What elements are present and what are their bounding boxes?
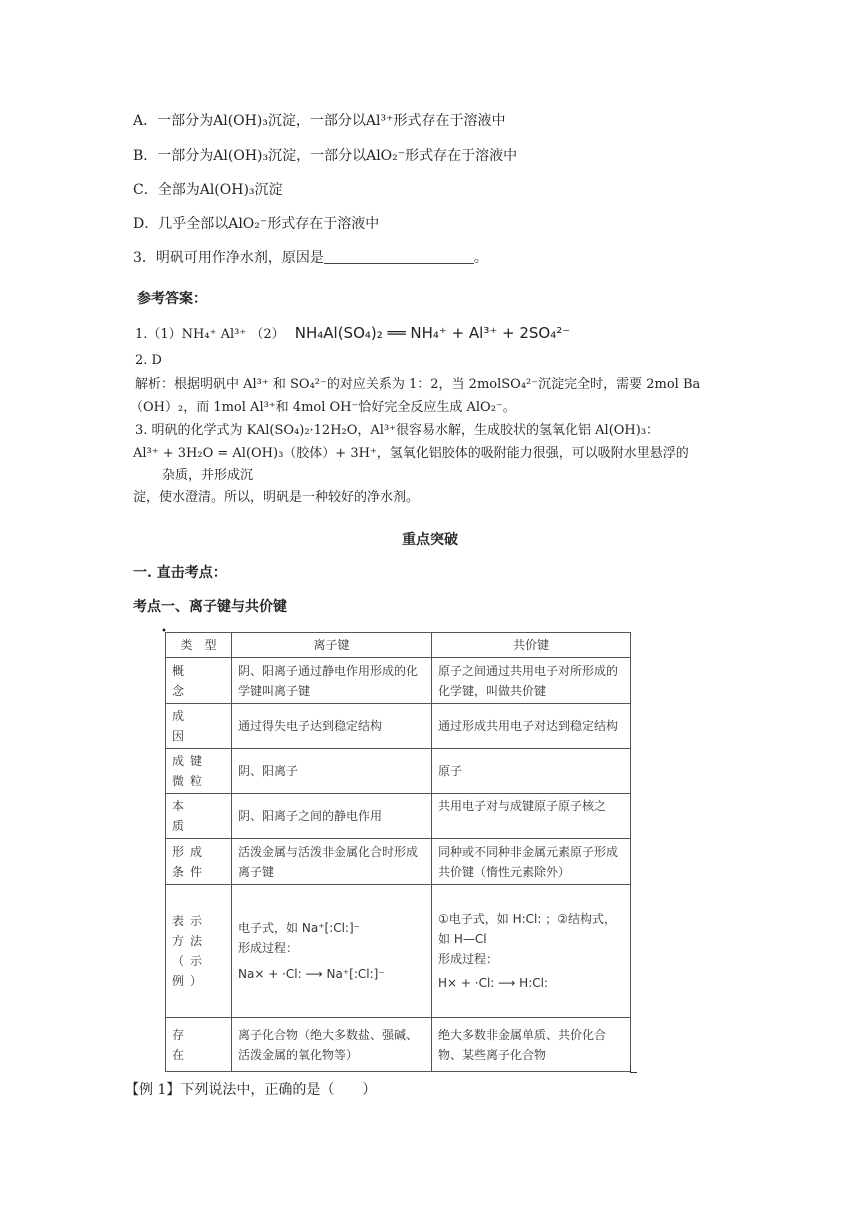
table-row	[166, 794, 631, 839]
answer-blank	[324, 249, 474, 264]
header-ionic: 离子键	[232, 633, 432, 658]
table-corner-mark	[630, 1066, 637, 1073]
answer-2: 2. D	[135, 353, 162, 368]
row-ionic: 活泼金属与活泼非金属化合时形成离子键	[232, 839, 432, 885]
header-covalent: 共价键	[432, 633, 631, 658]
row-type: 成 因	[166, 704, 232, 749]
row-ionic-representation	[232, 885, 432, 1018]
table-row	[166, 749, 631, 794]
section-subtitle-1: 一. 直击考点：	[133, 565, 227, 581]
ionic-line-1: 电子式，如	[238, 921, 299, 935]
row-covalent: 共用电子对与成键原子原子核之	[432, 794, 631, 839]
row-covalent-representation	[432, 885, 631, 1018]
answer-2-explanation-1: 解析：根据明矾中 Al³⁺ 和 SO₄²⁻的对应关系为 1：2，当 2molSO₄²⁻沉淀完全时，需要 2mol Ba	[135, 377, 701, 392]
row-covalent: 同种或不同种非金属元素原子形成共价键（惰性元素除外）	[432, 839, 631, 885]
question-3-end: 。	[473, 250, 488, 266]
row-type: 表示方法（示例）	[166, 885, 232, 1018]
table-row	[166, 658, 631, 704]
option-b: B．一部分为Al(OH)₃沉淀，一部分以AlO₂⁻形式存在于溶液中	[133, 148, 518, 164]
cov-electron-formula-line	[438, 909, 624, 929]
table-header-row	[166, 633, 631, 658]
row-covalent: 原子之间通过共用电子对所形成的化学键，叫做共价键	[432, 658, 631, 704]
nacl-electron-formula: Na⁺[:Cl:]⁻	[301, 921, 361, 935]
answer-3-line-2: Al³⁺ + 3H₂O = Al(OH)₃（胶体）+ 3H⁺，氢氧化铝胶体的吸附能力很强，可以吸附水里悬浮的	[133, 446, 689, 461]
row-ionic: 阴、阳离子之间的静电作用	[232, 794, 432, 839]
answer-3-line-3: 杂质，并形成沉	[162, 468, 254, 483]
table-row	[166, 885, 631, 1018]
answer-1-equation: NH₄Al(SO₄)₂ ══ NH₄⁺ + Al³⁺ + 2SO₄²⁻	[294, 324, 571, 342]
option-d: D．几乎全部以AlO₂⁻形式存在于溶液中	[133, 216, 380, 232]
answer-2-explanation-2: （OH）₂，而 1mol Al³⁺和 4mol OH⁻恰好完全反应生成 AlO₂⁻。	[130, 400, 516, 415]
row-type: 成键微粒	[166, 749, 232, 794]
answer-3-line-4: 淀，使水澄清。所以，明矾是一种较好的净水剂。	[133, 490, 420, 505]
row-ionic: 离子化合物（绝大多数盐、强碱、活泼金属的氧化物等）	[232, 1018, 432, 1072]
row-ionic: 阴、阳离子	[232, 749, 432, 794]
row-ionic: 通过得失电子达到稳定结构	[232, 704, 432, 749]
table-row	[166, 1018, 631, 1072]
cov-line-1-tail: ；②结构式，	[545, 912, 617, 926]
cov-formation-process: H× + ·Cl: ⟶ H:Cl:	[438, 976, 548, 990]
row-type: 本 质	[166, 794, 232, 839]
row-ionic: 阴、阳离子通过静电作用形成的化学键叫离子键	[232, 658, 432, 704]
cov-line-3: 形成过程：	[438, 952, 499, 966]
question-3	[133, 249, 488, 267]
ionic-line-2: 形成过程：	[238, 941, 299, 955]
cov-line-2: 如 H—Cl	[438, 932, 487, 946]
ionic-electron-formula-line	[238, 918, 425, 938]
row-covalent: 绝大多数非金属单质、共价化合物、某些离子化合物	[432, 1018, 631, 1072]
option-a: A．一部分为Al(OH)₃沉淀，一部分以Al³⁺形式存在于溶液中	[133, 113, 506, 129]
table-row	[166, 704, 631, 749]
cov-line-1: ①电子式，如	[438, 912, 509, 926]
comparison-table	[165, 632, 630, 1066]
question-3-text: 3．明矾可用作净水剂，原因是	[133, 250, 324, 266]
row-type: 概 念	[166, 658, 232, 704]
example-1: 【例 1】下列说法中，正确的是（ ）	[125, 1082, 377, 1098]
option-c: C．全部为Al(OH)₃沉淀	[133, 182, 283, 198]
row-covalent: 原子	[432, 749, 631, 794]
row-type: 存 在	[166, 1018, 232, 1072]
table-row	[166, 839, 631, 885]
ionic-formation-process: Na× + ·Cl: ⟶ Na⁺[:Cl:]⁻	[238, 967, 385, 981]
section-subtitle-2: 考点一、离子键与共价键	[133, 599, 287, 615]
answer-1	[135, 324, 570, 344]
row-covalent: 通过形成共用电子对达到稳定结构	[432, 704, 631, 749]
answer-3-line-1: 3. 明矾的化学式为 KAl(SO₄)₂·12H₂O，Al³⁺很容易水解，生成胶状的氢氧化铝 Al(OH)₃：	[135, 423, 660, 438]
answers-heading: 参考答案：	[137, 291, 207, 307]
section-title: 重点突破	[402, 532, 458, 548]
header-type: 类 型	[166, 633, 232, 658]
row-type: 形成条件	[166, 839, 232, 885]
anchor-mark: •	[161, 626, 167, 637]
answer-1-prefix: 1.（1）NH₄⁺ Al³⁺ （2）	[135, 327, 285, 342]
hcl-electron-formula: H:Cl:	[512, 912, 542, 926]
